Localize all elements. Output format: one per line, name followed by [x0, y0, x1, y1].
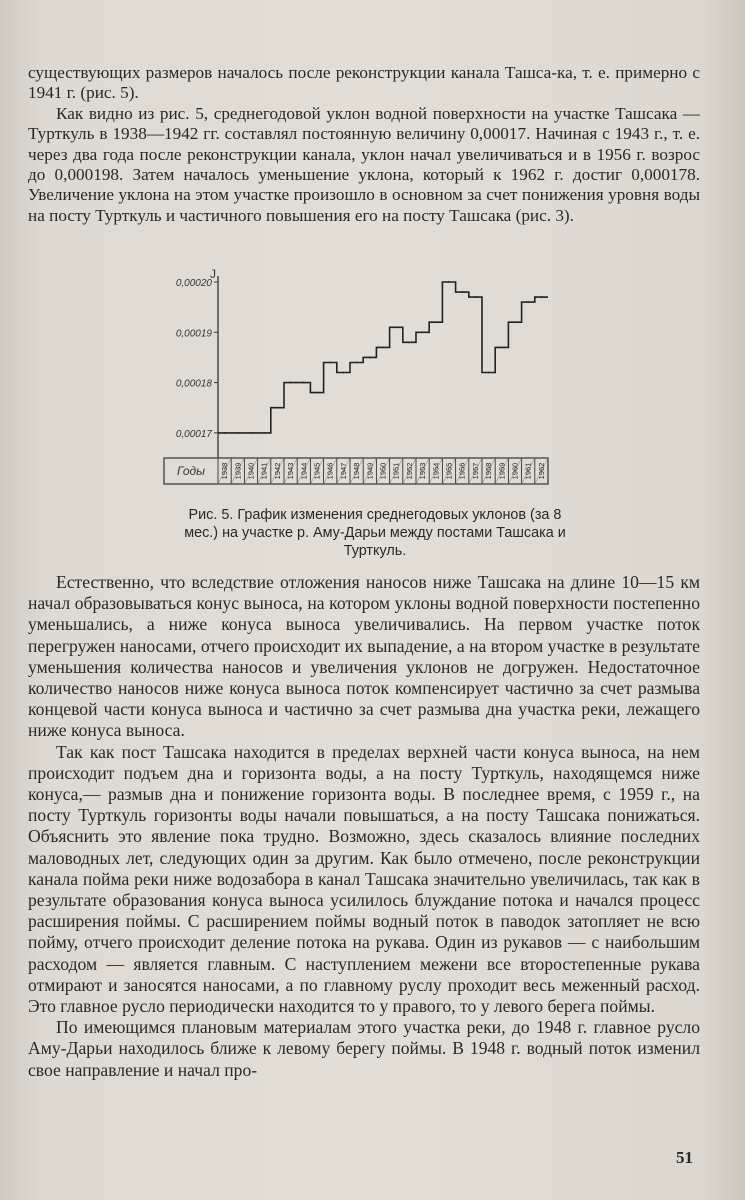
year-label: 1943 — [286, 462, 296, 480]
data-point — [527, 301, 529, 303]
main-text-block — [28, 572, 700, 1081]
year-label: 1942 — [272, 462, 282, 480]
page-number: 51 — [676, 1148, 693, 1167]
year-label: 1952 — [404, 462, 414, 480]
data-point — [448, 281, 450, 283]
data-point — [369, 357, 371, 359]
data-point — [263, 432, 265, 434]
year-label: 1962 — [536, 462, 546, 480]
paragraph-tashsaka-post: Так как пост Ташсака находится в пределах верхней части конуса выноса, на нем происходит подъем дна и горизонта воды, а на посту Турткуль, находящемся ниже конуса,— размыв дна и понижение горизонта воды. В последнее время, с 1959 г., на посту Турткуль горизонты воды начали повышаться, а на посту Ташсака понижаться. Объяснить это явление пока трудно. Возможно, здесь сказалось влияние последних маловодных лет, следующих один за другим. Как было отмечено, после реконструкции канала пойма реки ниже водозабора в канал Ташсака значительно увеличилась, так как в результате образования конуса выноса усилилось блуждание потока и начался процесс расширения поймы. С расширением поймы водный поток в паводок затопляет не всю пойму, отчего происходит деление потока на рукава. Один из рукавов — с наибольшим расходом — является главным. С наступлением межени все второстепенные рукава отмирают и заносятся наносами, а по главному руслу проходит весь меженный расход. Это главное русло периодически находится то у правого, то у левого берега поймы. — [28, 741, 700, 1017]
year-label: 1956 — [457, 462, 467, 480]
year-label: 1957 — [470, 462, 480, 480]
figure-caption: Рис. 5. График изменения среднегодовых уклонов (за 8 мес.) на участке р. Аму-Дарьи между постами Ташсака и Турткуль. — [184, 507, 566, 559]
year-label: 1960 — [510, 462, 520, 480]
data-point — [409, 341, 411, 343]
year-label: 1940 — [246, 462, 256, 480]
year-label: 1938 — [220, 462, 230, 480]
data-point — [475, 296, 477, 298]
data-point — [356, 362, 358, 364]
y-tick-label: 0,00020 — [175, 278, 212, 289]
data-point — [422, 331, 424, 333]
data-point — [488, 372, 490, 374]
paragraph-main-channel: По имеющимся плановым материалам этого участка реки, до 1948 г. главное русло Аму-Дарьи находилось ближе к левому берегу поймы. В 1948 г. водный поток изменил свое направление и начал про- — [28, 1017, 700, 1080]
data-point — [237, 432, 239, 434]
year-label: 1959 — [497, 462, 507, 480]
x-axis-title: Годы — [177, 464, 205, 478]
data-point — [303, 382, 305, 384]
year-label: 1939 — [233, 462, 243, 480]
year-label: 1961 — [523, 462, 533, 480]
data-point — [382, 346, 384, 348]
data-point — [395, 326, 397, 328]
y-axis-label: J — [210, 268, 216, 281]
year-label: 1945 — [312, 462, 322, 480]
year-label: 1947 — [338, 462, 348, 480]
data-point — [461, 291, 463, 293]
year-label: 1948 — [352, 462, 362, 480]
data-point — [329, 362, 331, 364]
data-point — [290, 382, 292, 384]
year-label: 1946 — [325, 462, 335, 480]
year-label: 1944 — [299, 462, 309, 480]
year-label: 1953 — [418, 462, 428, 480]
data-point — [541, 296, 543, 298]
data-point — [514, 321, 516, 323]
data-point — [277, 407, 279, 409]
data-point — [250, 432, 252, 434]
data-point — [343, 372, 345, 374]
year-label: 1941 — [259, 462, 269, 480]
y-tick-label: 0,00017 — [175, 428, 212, 440]
slope-chart — [160, 268, 560, 488]
slope-series-line — [218, 282, 548, 433]
year-label: 1949 — [365, 462, 375, 480]
data-point — [224, 432, 226, 434]
year-label: 1958 — [484, 462, 494, 480]
data-point — [316, 392, 318, 394]
year-label: 1954 — [431, 462, 441, 480]
year-label: 1950 — [378, 462, 388, 480]
year-label: 1951 — [391, 462, 401, 480]
data-point — [435, 321, 437, 323]
paragraph-slope-description: Как видно из рис. 5, среднегодовой уклон водной поверхности на участке Ташсака — Турткуль в 1938—1942 гг. составлял постоянную величину 0,00017. Начиная с 1943 г., т. е. через два года после реконструкции канала, уклон начал увеличиваться и в 1956 г. возрос до 0,000198. Затем началось уменьшение уклона, который к 1962 г. достиг 0,000178. Увеличение уклона на этом участке произошло в основном за счет понижения уровня воды на посту Турткуль и частичного повышения его на посту Ташсака (рис. 3). — [28, 103, 700, 225]
y-tick-label: 0,00018 — [175, 378, 212, 390]
top-text-block — [28, 63, 700, 226]
year-label: 1955 — [444, 462, 454, 480]
y-tick-label: 0,00019 — [175, 328, 212, 340]
paragraph-continuation: существующих размеров началось после реконструкции канала Ташса-ка, т. е. примерно с 1941 г. (рис. 5). — [28, 63, 700, 103]
data-point — [501, 346, 503, 348]
paragraph-alluvial-cone: Естественно, что вследствие отложения наносов ниже Ташсака на длине 10—15 км начал образовываться конус выноса, на котором уклоны водной поверхности постепенно уменьшались, а ниже конуса выноса увеличивались. На первом участке поток перегружен наносами, отчего происходит их выпадение, а на втором участке в результате уменьшения количества наносов и увеличения уклонов не догружен. Недостаточное количество наносов ниже конуса выноса поток компенсирует частично за счет размыва концевой части конуса выноса и частично за счет размыва дна участка реки, лежащего ниже конуса выноса. — [28, 572, 700, 741]
